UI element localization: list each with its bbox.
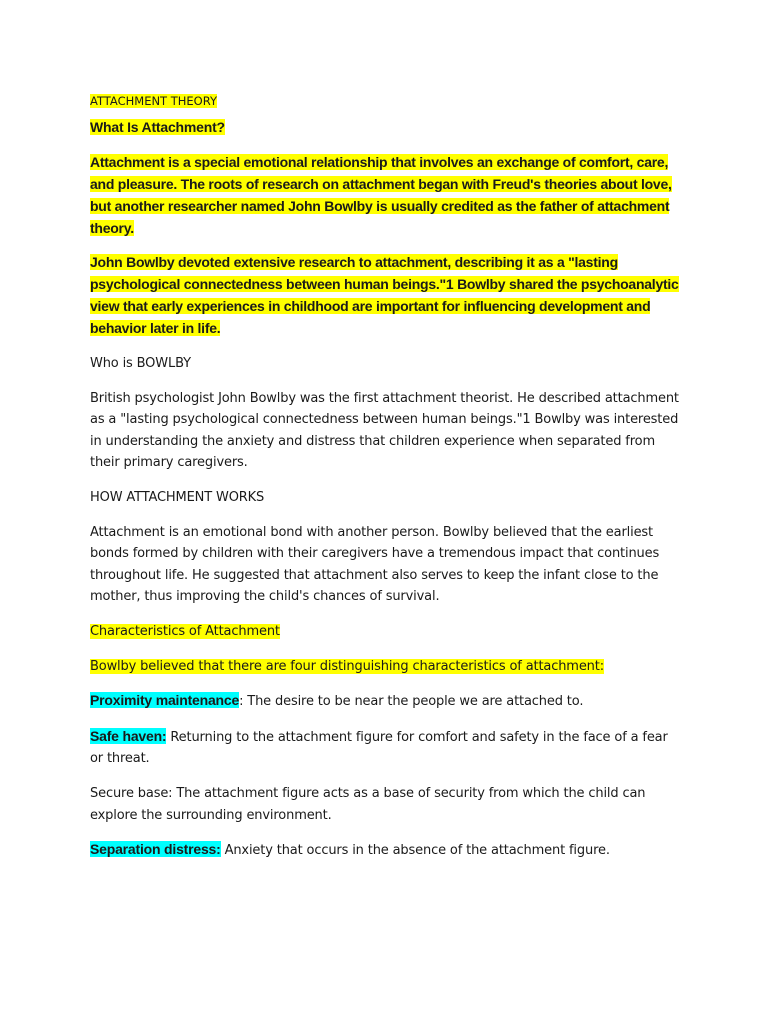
characteristic-text: Returning to the attachment figure for comfort and safety in the face of a fear or threat. [90, 729, 668, 767]
characteristics-intro [90, 656, 680, 678]
attachment-bond-paragraph: Attachment is an emotional bond with another person. Bowlby believed that the earliest bonds formed by children with their caregivers have a tremendous impact that continues throughout life. He suggested that attachment also serves to keep the infant close to the mother, thus improving the child's chances of survival. [90, 524, 660, 605]
characteristic-safe-haven [90, 726, 680, 770]
characteristic-label: Proximity maintenance [90, 692, 240, 709]
attachment-definition-text: Attachment is a special emotional relationship that involves an exchange of comfort, care, and pleasure. The roots of research on attachment began with Freud's theories about love, but another researcher named John Bowlby is usually credited as the father of attachment theory. [90, 154, 672, 236]
bowlby-research-text: John Bowlby devoted extensive research to attachment, describing it as a "lasting psychological connectedness between human beings."1 Bowlby shared the psychoanalytic view that early experiences in childhood are important for influencing development and behavior later in life. [90, 254, 679, 336]
document-title [90, 92, 680, 110]
how-attachment-works-heading: HOW ATTACHMENT WORKS [90, 489, 265, 505]
characteristic-text: Secure base: The attachment figure acts as a base of security from which the child can explore the surrounding environment. [90, 785, 646, 823]
characteristic-label: Safe haven: [90, 727, 167, 744]
characteristic-secure-base [90, 783, 680, 826]
document-page [90, 92, 680, 875]
characteristic-text: Anxiety that occurs in the absence of the attachment figure. [220, 843, 610, 859]
bowlby-bio-paragraph: British psychologist John Bowlby was the first attachment theorist. He described attachment as a "lasting psychological connectedness between human beings."1 Bowlby was interested in understanding the anxiety and distress that children experience when separated from their primary caregivers. [90, 390, 679, 471]
attachment-definition-paragraph [90, 151, 680, 239]
who-is-bowlby-heading: Who is BOWLBY [90, 356, 191, 371]
bowlby-research-paragraph [90, 251, 680, 339]
what-is-attachment-heading [90, 117, 680, 137]
characteristics-intro-text: Bowlby believed that there are four distinguishing characteristics of attachment: [90, 658, 604, 674]
characteristics-heading [90, 621, 680, 643]
characteristic-label: Separation distress: [90, 841, 221, 858]
characteristics-heading-text: Characteristics of Attachment [90, 623, 280, 639]
characteristic-proximity-maintenance [90, 690, 680, 713]
what-is-attachment-heading-text: What Is Attachment? [90, 119, 225, 135]
document-title-text: ATTACHMENT THEORY [90, 94, 218, 108]
characteristic-text: : The desire to be near the people we are attached to. [239, 694, 584, 710]
characteristic-separation-distress [90, 839, 680, 862]
